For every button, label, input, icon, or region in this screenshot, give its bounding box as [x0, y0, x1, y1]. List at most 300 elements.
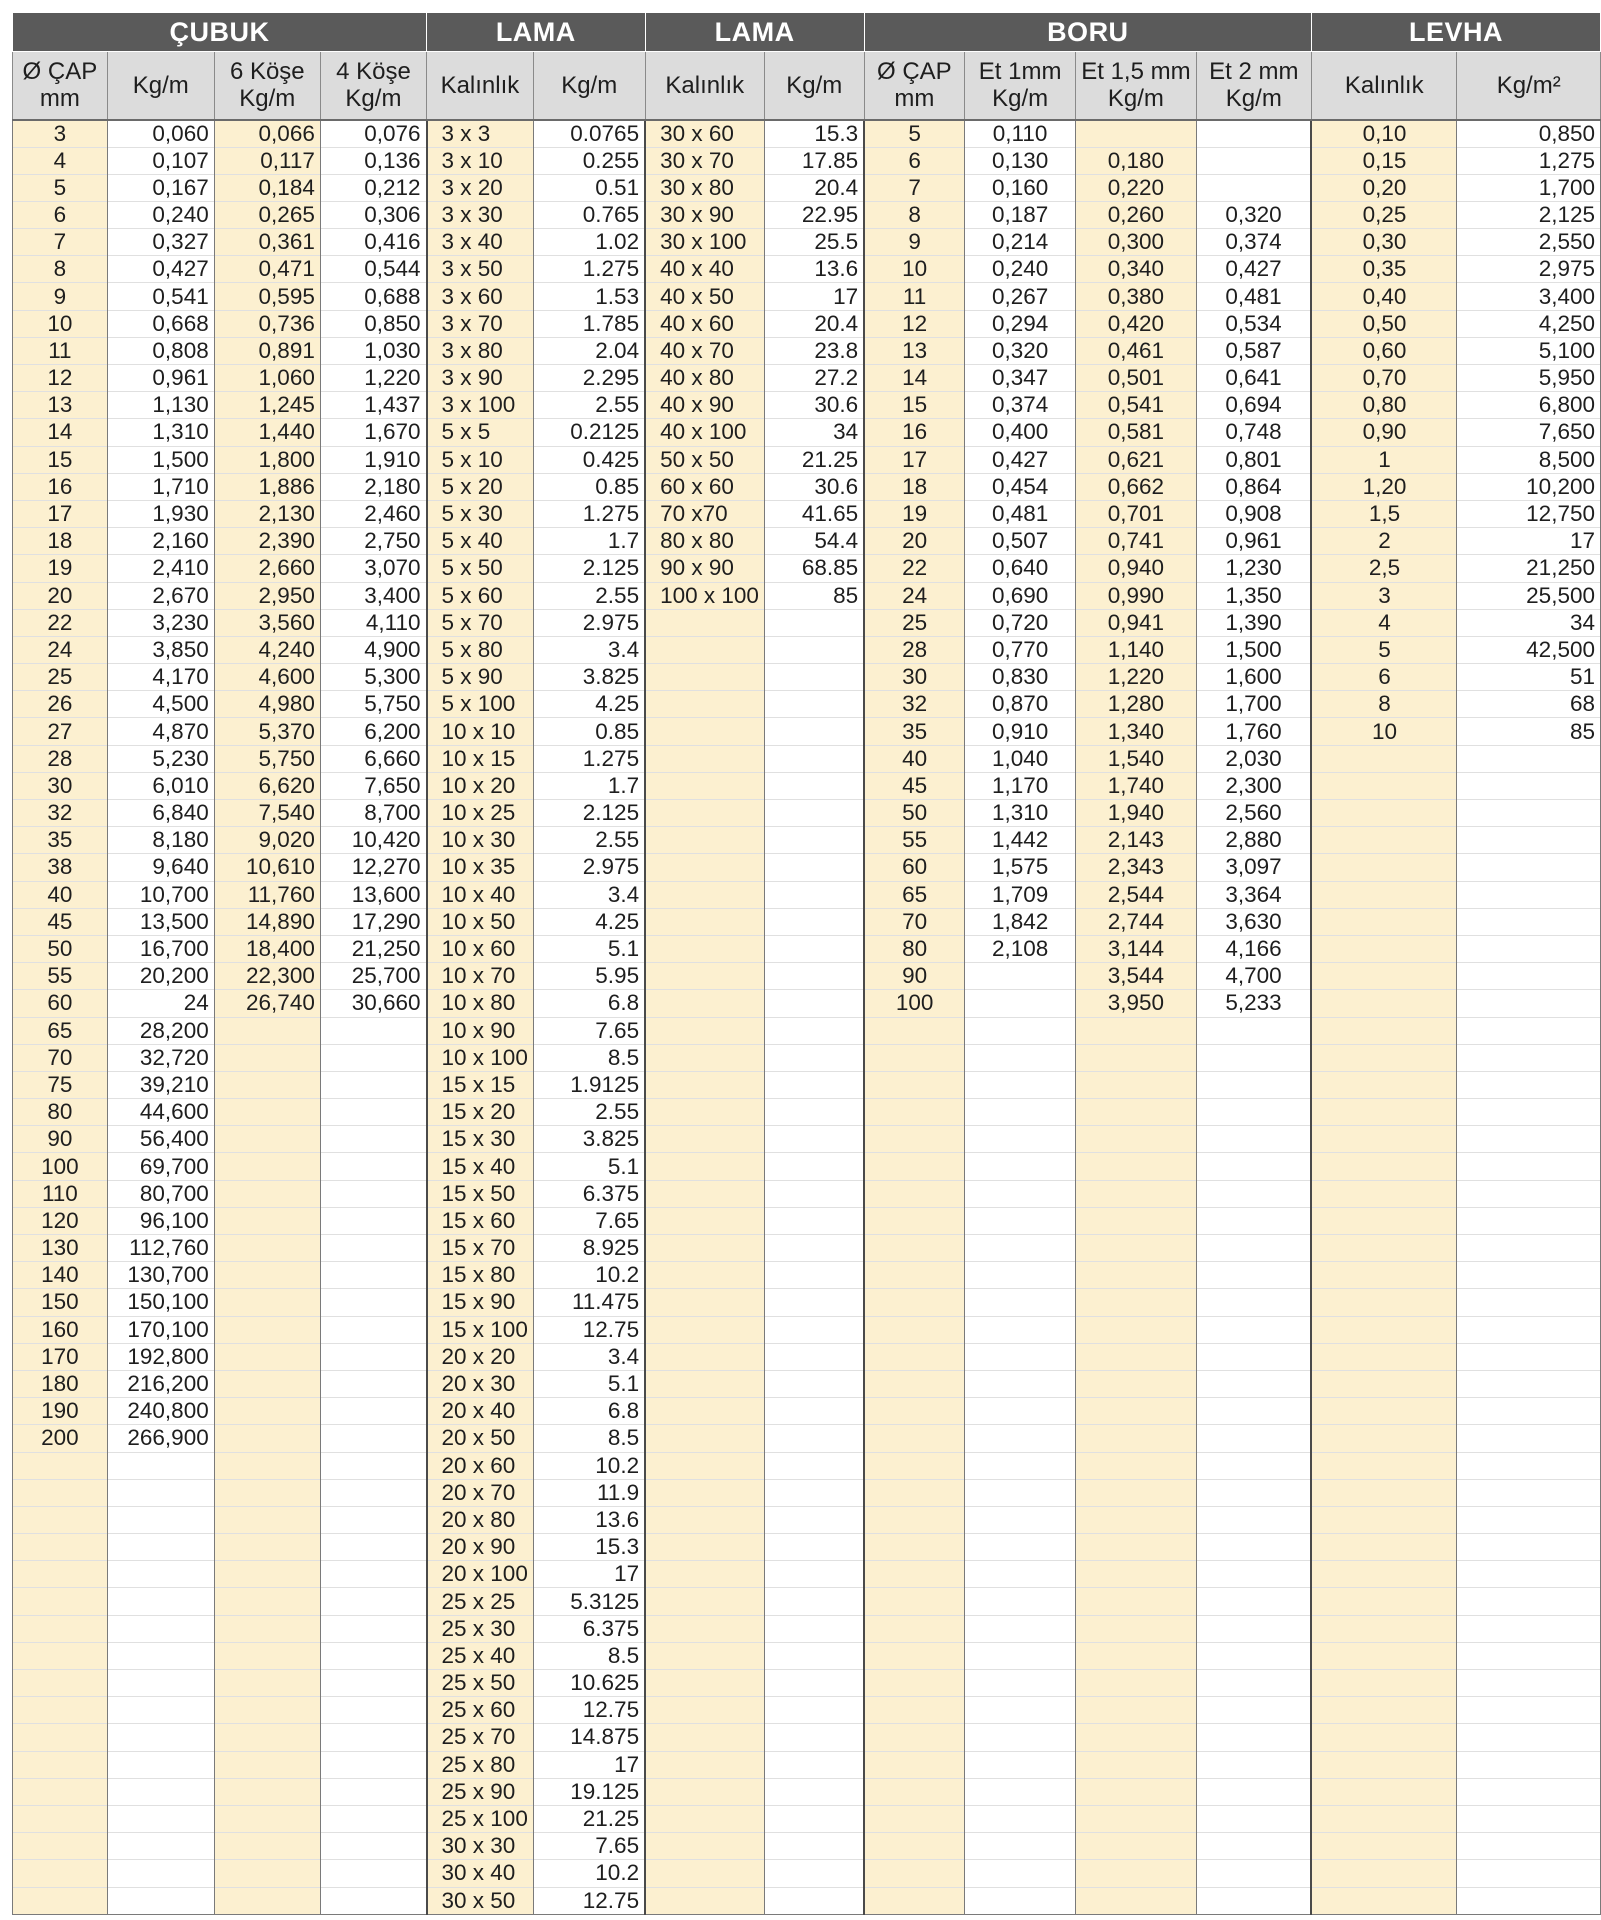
lama1-kalinlik-cell: 25 x 60	[427, 1697, 534, 1724]
cubuk-cap-cell	[13, 1506, 108, 1533]
boru-et1-cell: 0,910	[965, 718, 1076, 745]
boru-et1-cell	[965, 1398, 1076, 1425]
lama2-kalinlik-cell: 40 x 100	[645, 419, 764, 446]
lama1-kgm-cell: 8.5	[533, 1044, 645, 1071]
header-line: Kalınlık	[1344, 71, 1424, 99]
lama2-kalinlik-cell	[645, 908, 764, 935]
boru-et1-cell	[965, 1126, 1076, 1153]
lama1-kalinlik-cell: 3 x 10	[427, 147, 534, 174]
lama2-kalinlik-cell	[645, 1479, 764, 1506]
lama2-kalinlik-cell	[645, 1751, 764, 1778]
boru-cap-cell: 60	[864, 854, 964, 881]
cubuk-6kose-cell	[214, 1017, 320, 1044]
cubuk-kgm-cell	[107, 1860, 214, 1887]
cubuk-kgm-cell	[107, 1887, 214, 1914]
lama2-kgm-cell	[764, 1724, 864, 1751]
levha-kgm2-cell: 42,500	[1457, 636, 1601, 663]
cubuk-4kose-cell: 0,416	[320, 229, 426, 256]
levha-kgm2-cell	[1457, 935, 1601, 962]
boru-cap-cell: 10	[864, 256, 964, 283]
boru-et2-cell	[1196, 1180, 1311, 1207]
levha-kalinlik-cell	[1311, 963, 1456, 990]
cubuk-cap-cell: 9	[13, 283, 108, 310]
boru-cap-cell	[864, 1017, 964, 1044]
cubuk-kgm-cell: 5,230	[107, 745, 214, 772]
levha-kgm2-cell: 34	[1457, 609, 1601, 636]
levha-kalinlik-cell	[1311, 827, 1456, 854]
lama1-kalinlik-cell: 10 x 15	[427, 745, 534, 772]
boru-et2-cell: 0,961	[1196, 528, 1311, 555]
boru-et2-header	[1196, 52, 1311, 120]
boru-cap-cell	[864, 1833, 964, 1860]
lama2-kalinlik-cell	[645, 1044, 764, 1071]
lama1-kgm-cell: 7.65	[533, 1833, 645, 1860]
cubuk-cap-cell	[13, 1860, 108, 1887]
levha-kalinlik-cell: 3	[1311, 582, 1456, 609]
levha-kgm2-cell	[1457, 1017, 1601, 1044]
levha-kgm2-cell	[1457, 1615, 1601, 1642]
boru-cap-cell: 14	[864, 365, 964, 392]
boru-et1-cell	[965, 1479, 1076, 1506]
cubuk-4kose-cell	[320, 1343, 426, 1370]
levha-kalinlik-cell	[1311, 1670, 1456, 1697]
header-line: mm	[894, 85, 935, 113]
boru-et1-cell: 0,160	[965, 174, 1076, 201]
levha-kalinlik-cell	[1311, 1044, 1456, 1071]
boru-cap-cell: 12	[864, 310, 964, 337]
boru-cap-cell	[864, 1316, 964, 1343]
cubuk-kgm-cell	[107, 1615, 214, 1642]
column-header-row	[13, 52, 1601, 120]
cubuk-4kose-cell: 1,910	[320, 446, 426, 473]
cubuk-kgm-cell: 3,850	[107, 636, 214, 663]
levha-kgm2-cell	[1457, 1071, 1601, 1098]
boru-et15-cell: 1,540	[1076, 745, 1196, 772]
lama1-kgm-cell: 0.85	[533, 718, 645, 745]
boru-et15-cell	[1076, 1207, 1196, 1234]
lama2-kalinlik-cell	[645, 1452, 764, 1479]
levha-kalinlik-cell	[1311, 1724, 1456, 1751]
boru-et15-cell: 3,950	[1076, 990, 1196, 1017]
lama2-kalinlik-cell	[645, 1425, 764, 1452]
cubuk-cap-header	[13, 52, 108, 120]
boru-et1-cell: 0,690	[965, 582, 1076, 609]
cubuk-6kose-cell	[214, 1805, 320, 1832]
boru-cap-cell	[864, 1534, 964, 1561]
levha-kgm2-cell	[1457, 908, 1601, 935]
cubuk-cap-cell: 16	[13, 473, 108, 500]
boru-et1-cell: 0,240	[965, 256, 1076, 283]
cubuk-cap-cell: 65	[13, 1017, 108, 1044]
levha-kalinlik-cell: 6	[1311, 664, 1456, 691]
cubuk-kgm-cell: 192,800	[107, 1343, 214, 1370]
cubuk-cap-cell: 45	[13, 908, 108, 935]
boru-et2-cell: 0,801	[1196, 446, 1311, 473]
lama2-kalinlik-cell: 30 x 100	[645, 229, 764, 256]
lama2-kalinlik-cell	[645, 827, 764, 854]
boru-cap-cell: 9	[864, 229, 964, 256]
boru-et2-cell	[1196, 1724, 1311, 1751]
boru-et15-cell	[1076, 1153, 1196, 1180]
boru-et15-cell: 0,541	[1076, 392, 1196, 419]
cubuk-kgm-cell: 24	[107, 990, 214, 1017]
lama1-kalinlik-cell: 25 x 40	[427, 1642, 534, 1669]
cubuk-4kose-cell: 10,420	[320, 827, 426, 854]
boru-et2-cell	[1196, 174, 1311, 201]
header-line: Kg/m	[345, 85, 402, 113]
lama2-kgm-cell: 68.85	[764, 555, 864, 582]
cubuk-cap-cell: 5	[13, 174, 108, 201]
table-row	[13, 1561, 1601, 1588]
lama1-kgm-cell: 10.625	[533, 1670, 645, 1697]
boru-et15-cell	[1076, 1398, 1196, 1425]
cubuk-kgm-cell: 1,710	[107, 473, 214, 500]
boru-et15-cell: 0,340	[1076, 256, 1196, 283]
cubuk-6kose-cell	[214, 1153, 320, 1180]
lama2-kgm-cell	[764, 1805, 864, 1832]
lama2-kgm-cell	[764, 1180, 864, 1207]
header-line: Kg/m	[1107, 85, 1164, 113]
table-row	[13, 120, 1601, 148]
table-row	[13, 800, 1601, 827]
cubuk-6kose-cell	[214, 1534, 320, 1561]
boru-et1-cell: 1,842	[965, 908, 1076, 935]
header-line: Kg/m	[786, 71, 843, 99]
lama1-kgm-cell: 0.51	[533, 174, 645, 201]
table-row	[13, 1235, 1601, 1262]
levha-kgm2-cell	[1457, 1235, 1601, 1262]
lama1-kgm-cell: 3.4	[533, 881, 645, 908]
lama2-kalinlik-cell	[645, 1153, 764, 1180]
lama2-kalinlik-cell	[645, 664, 764, 691]
lama2-kgm-cell	[764, 718, 864, 745]
boru-et1-cell: 0,481	[965, 500, 1076, 527]
boru-et1-cell	[965, 963, 1076, 990]
table-row	[13, 963, 1601, 990]
lama2-kgm-cell: 23.8	[764, 337, 864, 364]
boru-et1-cell: 0,870	[965, 691, 1076, 718]
cubuk-6kose-cell	[214, 1126, 320, 1153]
boru-et2-cell: 5,233	[1196, 990, 1311, 1017]
cubuk-4kose-cell	[320, 1479, 426, 1506]
boru-et15-cell	[1076, 1805, 1196, 1832]
lama2-kgm-cell	[764, 664, 864, 691]
lama1-kalinlik-cell: 15 x 70	[427, 1235, 534, 1262]
boru-et2-cell	[1196, 120, 1311, 148]
cubuk-cap-cell: 32	[13, 800, 108, 827]
cubuk-4kose-cell: 17,290	[320, 908, 426, 935]
boru-et1-cell: 0,454	[965, 473, 1076, 500]
cubuk-4kose-header	[320, 52, 426, 120]
boru-cap-cell	[864, 1805, 964, 1832]
levha-kalinlik-cell: 0,90	[1311, 419, 1456, 446]
lama2-kgm-cell	[764, 1289, 864, 1316]
lama1-kalinlik-cell: 15 x 15	[427, 1071, 534, 1098]
levha-kgm2-cell	[1457, 1207, 1601, 1234]
boru-et1-cell	[965, 1262, 1076, 1289]
levha-kgm2-cell	[1457, 1697, 1601, 1724]
cubuk-6kose-cell	[214, 1370, 320, 1397]
table-row	[13, 1398, 1601, 1425]
cubuk-kgm-cell: 4,870	[107, 718, 214, 745]
cubuk-kgm-cell	[107, 1642, 214, 1669]
cubuk-6kose-cell: 5,370	[214, 718, 320, 745]
lama1-kgm-header	[533, 52, 645, 120]
boru-cap-cell	[864, 1588, 964, 1615]
boru-cap-header	[864, 52, 964, 120]
levha-kalinlik-cell	[1311, 1887, 1456, 1914]
boru-et1-cell	[965, 1588, 1076, 1615]
boru-et15-cell: 0,940	[1076, 555, 1196, 582]
boru-cap-cell: 8	[864, 201, 964, 228]
lama1-kgm-cell: 11.9	[533, 1479, 645, 1506]
lama1-kgm-cell: 2.975	[533, 854, 645, 881]
boru-et15-cell	[1076, 1615, 1196, 1642]
boru-cap-cell: 28	[864, 636, 964, 663]
lama1-kgm-cell: 8.5	[533, 1642, 645, 1669]
lama2-kgm-header	[764, 52, 864, 120]
boru-et1-cell	[965, 1316, 1076, 1343]
levha-kgm2-cell	[1457, 1561, 1601, 1588]
lama2-kalinlik-cell: 70 x70	[645, 500, 764, 527]
cubuk-6kose-cell: 4,600	[214, 664, 320, 691]
boru-cap-cell: 30	[864, 664, 964, 691]
boru-et15-cell	[1076, 1316, 1196, 1343]
cubuk-cap-cell: 12	[13, 365, 108, 392]
cubuk-kgm-cell: 0,060	[107, 120, 214, 148]
lama1-kalinlik-cell: 5 x 70	[427, 609, 534, 636]
boru-et1-cell: 1,442	[965, 827, 1076, 854]
lama2-kalinlik-header	[645, 52, 764, 120]
boru-et1-cell: 0,320	[965, 337, 1076, 364]
table-row	[13, 446, 1601, 473]
cubuk-4kose-cell: 13,600	[320, 881, 426, 908]
boru-et2-cell	[1196, 1561, 1311, 1588]
cubuk-6kose-cell: 0,066	[214, 120, 320, 148]
table-row	[13, 1316, 1601, 1343]
lama2-kgm-cell	[764, 1343, 864, 1370]
cubuk-cap-cell	[13, 1615, 108, 1642]
cubuk-cap-cell: 55	[13, 963, 108, 990]
lama1-kalinlik-cell: 25 x 90	[427, 1778, 534, 1805]
levha-kalinlik-cell: 5	[1311, 636, 1456, 663]
boru-et1-cell: 1,575	[965, 854, 1076, 881]
lama2-kalinlik-cell: 50 x 50	[645, 446, 764, 473]
levha-kgm2-cell: 21,250	[1457, 555, 1601, 582]
levha-kalinlik-cell: 0,30	[1311, 229, 1456, 256]
levha-kgm2-cell	[1457, 1805, 1601, 1832]
lama1-kalinlik-cell: 10 x 60	[427, 935, 534, 962]
levha-kalinlik-cell: 1,5	[1311, 500, 1456, 527]
levha-kalinlik-cell	[1311, 908, 1456, 935]
cubuk-6kose-cell	[214, 1860, 320, 1887]
table-row	[13, 1071, 1601, 1098]
boru-et15-cell	[1076, 1262, 1196, 1289]
boru-cap-cell: 6	[864, 147, 964, 174]
table-row	[13, 1126, 1601, 1153]
lama1-kalinlik-cell: 5 x 90	[427, 664, 534, 691]
boru-et1-cell	[965, 1670, 1076, 1697]
lama1-kalinlik-cell: 25 x 70	[427, 1724, 534, 1751]
levha-kalinlik-cell	[1311, 1588, 1456, 1615]
boru-cap-cell	[864, 1452, 964, 1479]
table-body	[13, 120, 1601, 1915]
cubuk-4kose-cell	[320, 1751, 426, 1778]
levha-kgm2-cell	[1457, 827, 1601, 854]
lama1-kalinlik-cell: 5 x 30	[427, 500, 534, 527]
lama1-kgm-cell: 1.7	[533, 772, 645, 799]
lama2-kgm-cell: 30.6	[764, 392, 864, 419]
lama1-kgm-cell: 2.55	[533, 1099, 645, 1126]
boru-et2-cell: 0,320	[1196, 201, 1311, 228]
lama2-kalinlik-cell: 60 x 60	[645, 473, 764, 500]
boru-et2-cell	[1196, 1126, 1311, 1153]
boru-et15-cell: 2,343	[1076, 854, 1196, 881]
lama1-kalinlik-cell: 10 x 80	[427, 990, 534, 1017]
boru-et2-cell	[1196, 1316, 1311, 1343]
header-line: Et 1,5 mm	[1081, 58, 1191, 86]
levha-kalinlik-cell: 10	[1311, 718, 1456, 745]
boru-et1-cell	[965, 1534, 1076, 1561]
lama1-kalinlik-cell: 15 x 80	[427, 1262, 534, 1289]
lama1-kgm-cell: 2.55	[533, 827, 645, 854]
lama1-kgm-cell: 7.65	[533, 1207, 645, 1234]
boru-cap-cell	[864, 1642, 964, 1669]
lama1-kalinlik-cell: 20 x 90	[427, 1534, 534, 1561]
lama1-kalinlik-cell: 10 x 35	[427, 854, 534, 881]
table-row	[13, 1343, 1601, 1370]
boru-et15-cell	[1076, 1099, 1196, 1126]
boru-cap-cell	[864, 1887, 964, 1914]
boru-et1-cell	[965, 1044, 1076, 1071]
cubuk-4kose-cell	[320, 1697, 426, 1724]
levha-kgm2-cell: 3,400	[1457, 283, 1601, 310]
table-row	[13, 1642, 1601, 1669]
cubuk-4kose-cell	[320, 1534, 426, 1561]
boru-cap-cell	[864, 1289, 964, 1316]
cubuk-6kose-header	[214, 52, 320, 120]
cubuk-4kose-cell	[320, 1099, 426, 1126]
table-row	[13, 772, 1601, 799]
table-row	[13, 174, 1601, 201]
levha-kgm2-cell	[1457, 1506, 1601, 1533]
lama1-kalinlik-cell: 3 x 90	[427, 365, 534, 392]
boru-et2-cell: 1,230	[1196, 555, 1311, 582]
boru-et1-cell	[965, 1805, 1076, 1832]
levha-kalinlik-cell	[1311, 1207, 1456, 1234]
lama2-kalinlik-cell: 80 x 80	[645, 528, 764, 555]
lama1-kalinlik-cell: 5 x 10	[427, 446, 534, 473]
table-row	[13, 1887, 1601, 1914]
header-line: Ø ÇAP	[22, 58, 98, 86]
levha-kalinlik-cell	[1311, 1561, 1456, 1588]
cubuk-cap-cell: 35	[13, 827, 108, 854]
boru-cap-cell	[864, 1425, 964, 1452]
boru-et2-cell: 4,700	[1196, 963, 1311, 990]
cubuk-cap-cell: 80	[13, 1099, 108, 1126]
lama1-kgm-cell: 12.75	[533, 1316, 645, 1343]
cubuk-4kose-cell	[320, 1316, 426, 1343]
lama2-kalinlik-cell	[645, 1370, 764, 1397]
lama2-kalinlik-cell: 40 x 70	[645, 337, 764, 364]
lama2-kgm-cell	[764, 1316, 864, 1343]
group-header-row	[13, 13, 1601, 52]
boru-cap-cell	[864, 1724, 964, 1751]
boru-et2-cell	[1196, 1833, 1311, 1860]
levha-kalinlik-cell: 0,60	[1311, 337, 1456, 364]
cubuk-cap-cell	[13, 1697, 108, 1724]
lama2-kalinlik-cell	[645, 1833, 764, 1860]
boru-et2-cell: 0,864	[1196, 473, 1311, 500]
boru-et15-cell: 0,662	[1076, 473, 1196, 500]
levha-header: LEVHA	[1311, 13, 1600, 52]
levha-kalinlik-cell	[1311, 990, 1456, 1017]
cubuk-kgm-cell	[107, 1479, 214, 1506]
table-row	[13, 1833, 1601, 1860]
cubuk-4kose-cell: 0,136	[320, 147, 426, 174]
boru-cap-cell	[864, 1860, 964, 1887]
lama1-kgm-cell: 15.3	[533, 1534, 645, 1561]
lama2-kgm-cell	[764, 1887, 864, 1914]
cubuk-6kose-cell: 0,891	[214, 337, 320, 364]
boru-et1-cell	[965, 1207, 1076, 1234]
lama2-kalinlik-cell	[645, 1262, 764, 1289]
lama1-kgm-cell: 8.5	[533, 1425, 645, 1452]
cubuk-4kose-cell: 3,400	[320, 582, 426, 609]
lama1-kalinlik-cell: 10 x 20	[427, 772, 534, 799]
cubuk-6kose-cell	[214, 1180, 320, 1207]
cubuk-cap-cell	[13, 1479, 108, 1506]
lama2-kalinlik-cell	[645, 1860, 764, 1887]
cubuk-cap-cell: 40	[13, 881, 108, 908]
boru-et2-cell	[1196, 1235, 1311, 1262]
cubuk-cap-cell	[13, 1452, 108, 1479]
boru-et1-cell	[965, 1887, 1076, 1914]
boru-et2-cell: 0,374	[1196, 229, 1311, 256]
cubuk-kgm-cell	[107, 1724, 214, 1751]
levha-kalinlik-cell	[1311, 1860, 1456, 1887]
boru-cap-cell: 22	[864, 555, 964, 582]
lama2-kgm-cell	[764, 1615, 864, 1642]
levha-kalinlik-cell: 0,20	[1311, 174, 1456, 201]
lama2-kalinlik-cell	[645, 1316, 764, 1343]
lama1-kgm-cell: 0.85	[533, 473, 645, 500]
boru-et15-cell	[1076, 1452, 1196, 1479]
lama1-kalinlik-cell: 3 x 80	[427, 337, 534, 364]
cubuk-cap-cell: 17	[13, 500, 108, 527]
cubuk-cap-cell: 38	[13, 854, 108, 881]
boru-et1-cell	[965, 1506, 1076, 1533]
cubuk-cap-cell: 15	[13, 446, 108, 473]
levha-kalinlik-cell	[1311, 1479, 1456, 1506]
lama1-kalinlik-cell: 20 x 60	[427, 1452, 534, 1479]
cubuk-kgm-cell: 1,130	[107, 392, 214, 419]
header-line: Kg/m	[1225, 85, 1282, 113]
header-line: 4 Köşe	[336, 58, 411, 86]
boru-cap-cell: 90	[864, 963, 964, 990]
boru-et15-cell: 0,701	[1076, 500, 1196, 527]
lama1-kgm-cell: 5.1	[533, 1370, 645, 1397]
cubuk-4kose-cell: 5,300	[320, 664, 426, 691]
lama2-kgm-cell	[764, 609, 864, 636]
lama1-kalinlik-cell: 20 x 70	[427, 1479, 534, 1506]
boru-et15-cell: 3,544	[1076, 963, 1196, 990]
cubuk-6kose-cell: 11,760	[214, 881, 320, 908]
boru-et15-cell: 1,280	[1076, 691, 1196, 718]
lama1-kalinlik-cell: 3 x 100	[427, 392, 534, 419]
cubuk-cap-cell: 14	[13, 419, 108, 446]
boru-et1-cell	[965, 1071, 1076, 1098]
